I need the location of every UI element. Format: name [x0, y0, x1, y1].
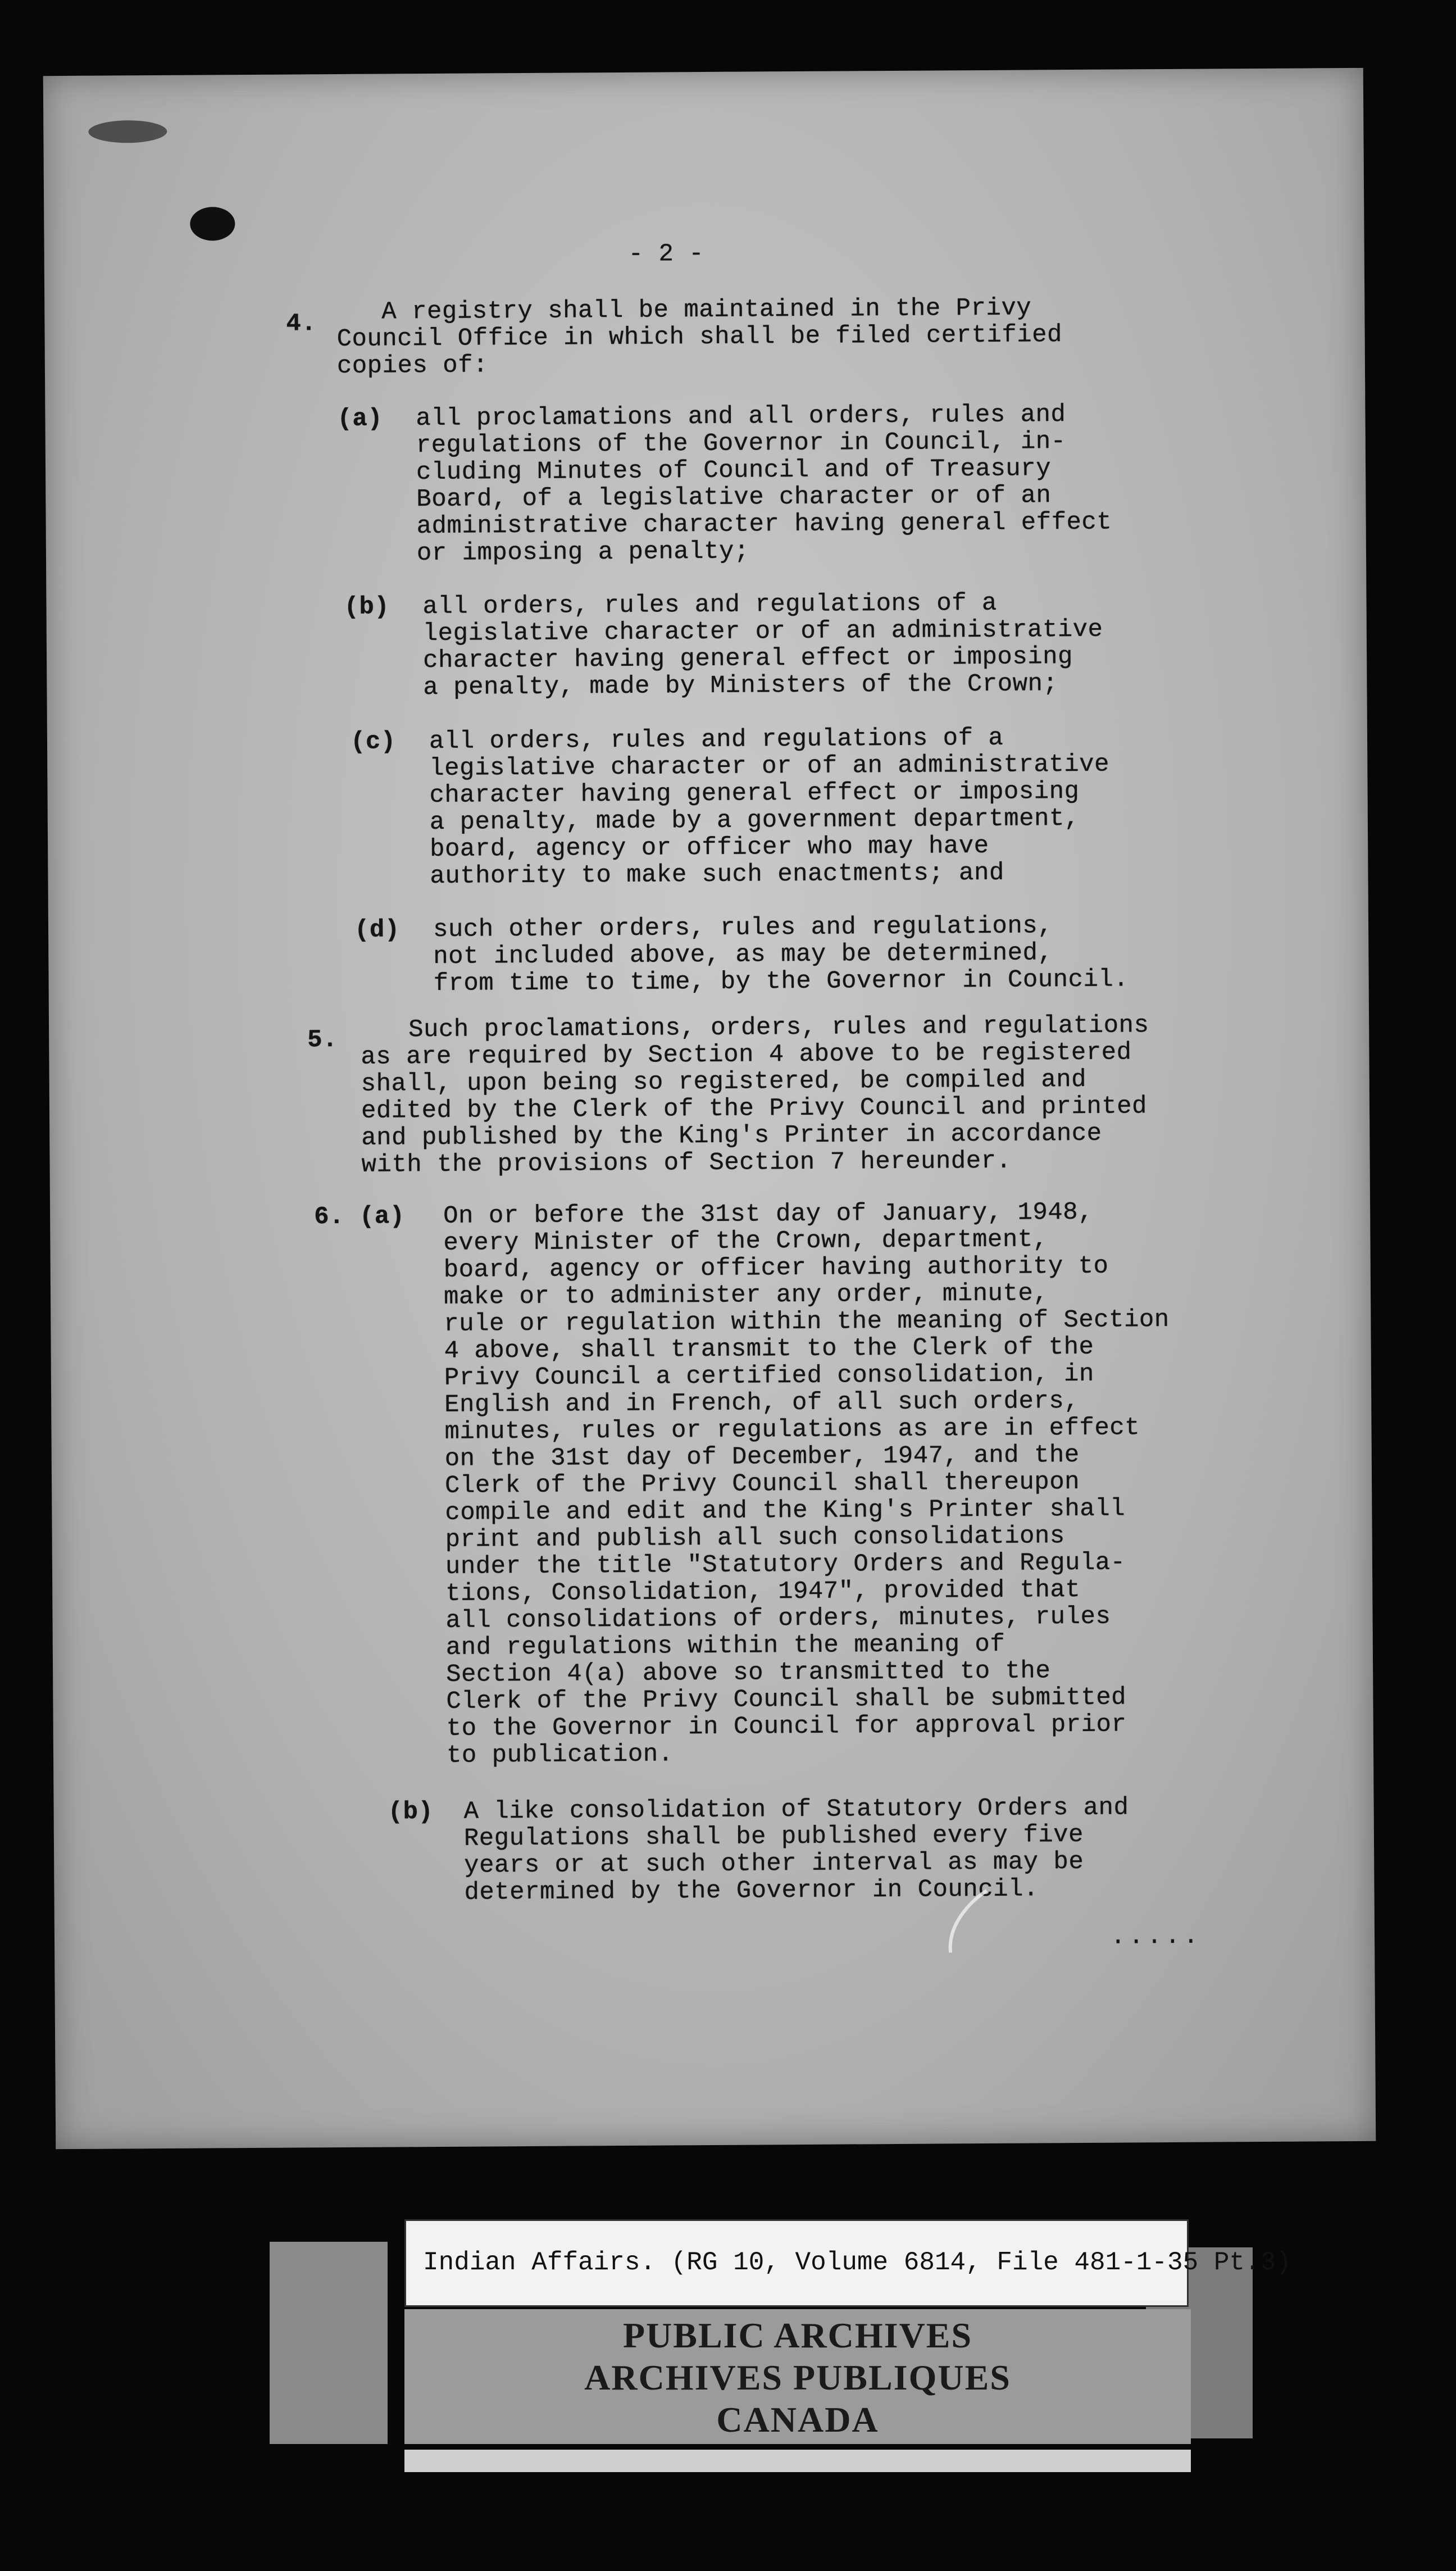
- section-line: edited by the Clerk of the Privy Council and printed: [361, 1092, 1148, 1125]
- section-line: every Minister of the Crown, department,: [443, 1225, 1048, 1257]
- section-line: as are required by Section 4 above to be registered: [361, 1038, 1132, 1071]
- section-line: print and publish all such consolidations: [445, 1522, 1065, 1554]
- section-line: tions, Consolidation, 1947", provided that: [445, 1575, 1081, 1608]
- stamp-line-2: ARCHIVES PUBLIQUES: [584, 2357, 1011, 2397]
- section-line: Privy Council a certified consolidation, in: [444, 1360, 1094, 1392]
- page-number: - 2 -: [628, 240, 704, 269]
- section-line: and regulations within the meaning of: [445, 1630, 1005, 1662]
- section-line: authority to make such enactments; and: [430, 858, 1004, 891]
- section-line: A registry shall be maintained in the Privy: [381, 294, 1032, 326]
- section-line: character having general effect or imposing: [422, 643, 1073, 675]
- stamp-line-1: PUBLIC ARCHIVES: [622, 2315, 973, 2355]
- section-line: with the provisions of Section 7 hereunder.: [361, 1147, 1012, 1179]
- pen-mark: [936, 1885, 1004, 1959]
- section-line: all consolidations of orders, minutes, rules: [445, 1602, 1111, 1635]
- section-line: to publication.: [446, 1740, 674, 1770]
- section-line: board, agency or officer who may have: [430, 832, 989, 864]
- section-line: Section 4(a) above so transmitted to the: [445, 1657, 1051, 1689]
- ink-stain: [88, 120, 167, 143]
- section-line: not included above, as may be determined,: [433, 939, 1053, 971]
- section-line: 4 above, shall transmit to the Clerk of the: [444, 1333, 1094, 1365]
- continuation-mark: .....: [1110, 1922, 1202, 1951]
- section-line: under the title "Statutory Orders and Regula-: [445, 1548, 1126, 1581]
- section-line: Council Office in which shall be filed certified: [336, 321, 1063, 354]
- section-line: Such proclamations, orders, rules and regulations: [408, 1011, 1149, 1044]
- section-line: legislative character or of an administrative: [422, 615, 1103, 648]
- section-line: determined by the Governor in Council.: [464, 1875, 1039, 1907]
- ink-stain: [190, 207, 235, 240]
- section-line: character having general effect or imposing: [429, 777, 1080, 810]
- section-number: 4.: [286, 310, 317, 338]
- section-line: administrative character having general effect: [416, 508, 1112, 541]
- clause-label: (b): [388, 1798, 434, 1827]
- clause-label: (c): [350, 728, 396, 756]
- section-line: copies of:: [336, 351, 489, 381]
- film-edge-left: [270, 2242, 388, 2444]
- section-line: or imposing a penalty;: [416, 537, 750, 568]
- section-line: all orders, rules and regulations of a: [429, 724, 1004, 756]
- clause-label: (b): [344, 593, 390, 621]
- section-number: 5.: [307, 1026, 338, 1055]
- section-line: minutes, rules or regulations as are in effect: [444, 1414, 1140, 1446]
- section-line: on the 31st day of December, 1947, and the: [444, 1441, 1080, 1473]
- section-line: A like consolidation of Statutory Orders and: [463, 1793, 1129, 1826]
- clause-label: (d): [354, 916, 400, 944]
- section-line: Clerk of the Privy Council shall thereupon: [444, 1468, 1080, 1500]
- section-line: to the Governor in Council for approval prior: [446, 1710, 1127, 1743]
- section-line: such other orders, rules and regulations,: [433, 912, 1053, 944]
- section-line: all proclamations and all orders, rules and: [416, 401, 1066, 433]
- clause-label: (a): [337, 405, 383, 434]
- section-line: Clerk of the Privy Council shall be submitted: [446, 1683, 1127, 1716]
- section-line: English and in French, of all such orders,: [444, 1387, 1080, 1419]
- section-number: 6. (a): [314, 1202, 405, 1232]
- section-line: On or before the 31st day of January, 1948,: [443, 1198, 1094, 1230]
- section-line: a penalty, made by Ministers of the Crown;: [423, 670, 1058, 702]
- archive-stamp: [404, 2309, 1191, 2444]
- section-line: Regulations shall be published every five: [463, 1820, 1084, 1853]
- section-line: shall, upon being so registered, be compiled and: [361, 1065, 1087, 1098]
- stamp-line-3: CANADA: [716, 2400, 879, 2440]
- archive-reference-label: [404, 2219, 1291, 2307]
- section-line: regulations of the Governor in Council, in-: [416, 428, 1066, 460]
- section-line: and published by the King's Printer in accordance: [361, 1119, 1102, 1152]
- archive-reference-text: Indian Affairs. (RG 10, Volume 6814, File 481-1-35 Pt.3): [423, 2248, 1291, 2277]
- archive-footer: [270, 2219, 1291, 2489]
- section-line: Board, of a legislative character or of an: [416, 482, 1052, 514]
- section-line: cluding Minutes of Council and of Treasury: [416, 455, 1052, 487]
- section-line: make or to administer any order, minute,: [443, 1279, 1049, 1311]
- section-line: board, agency or officer having authority to: [443, 1252, 1109, 1284]
- document-page: [43, 68, 1376, 2149]
- section-line: a penalty, made by a government department,: [429, 804, 1080, 837]
- film-strip: [404, 2450, 1191, 2472]
- section-line: compile and edit and the King's Printer shall: [445, 1495, 1126, 1527]
- section-line: all orders, rules and regulations of a: [422, 589, 998, 621]
- section-line: rule or regulation within the meaning of Section: [444, 1306, 1170, 1338]
- section-line: from time to time, by the Governor in Council.: [433, 965, 1129, 998]
- section-line: years or at such other interval as may be: [464, 1847, 1084, 1880]
- section-line: legislative character or of an administrative: [429, 750, 1110, 783]
